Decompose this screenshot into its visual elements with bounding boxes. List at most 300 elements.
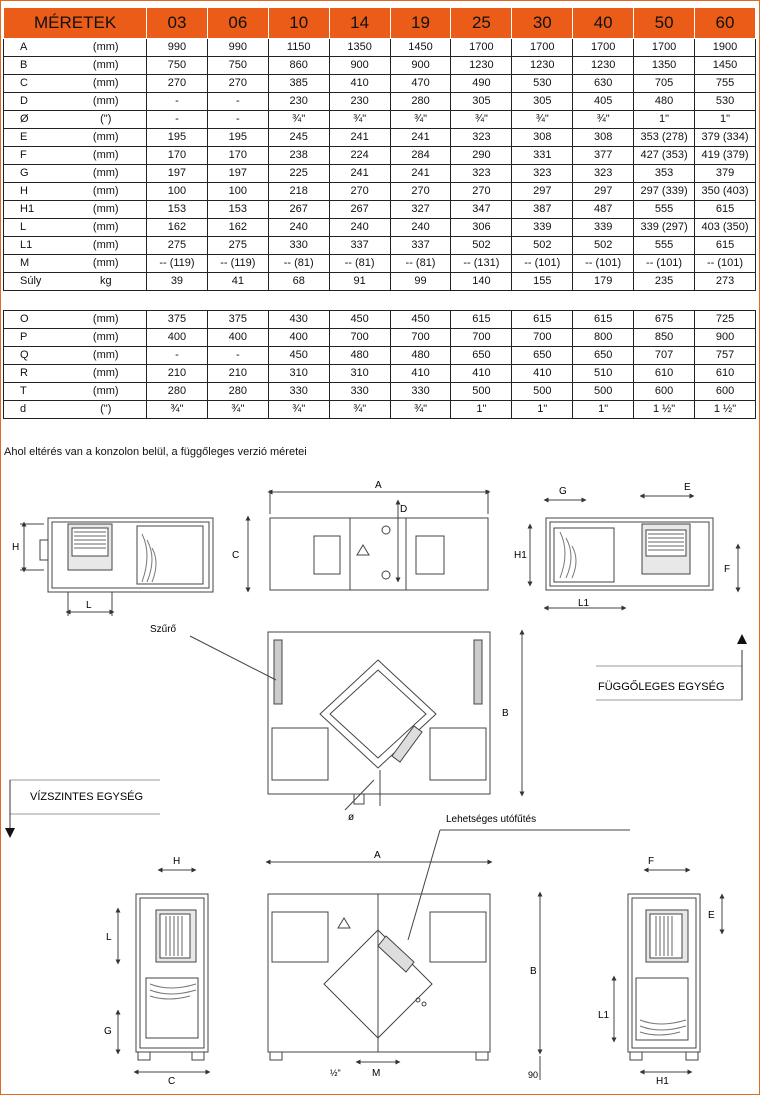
row-label: G [4, 165, 66, 183]
table-cell: 197 [207, 165, 268, 183]
table-cell: 290 [451, 147, 512, 165]
table-row [4, 401, 756, 419]
row-label: L [4, 219, 66, 237]
dim-label-a-bottom: A [374, 850, 381, 861]
row-label: R [4, 365, 66, 383]
table-cell: 480 [329, 347, 390, 365]
dim-label-m: M [372, 1068, 381, 1079]
dim-label-h1-bottom: H1 [656, 1076, 669, 1087]
table-cell: 1450 [695, 57, 756, 75]
table-cell: 757 [695, 347, 756, 365]
dim-label-g: G [559, 486, 567, 497]
row-unit: (mm) [66, 201, 147, 219]
table-cell: 610 [695, 365, 756, 383]
table-cell: 240 [390, 219, 451, 237]
table-row [4, 165, 756, 183]
dim-label-l-bottom: L [106, 932, 112, 943]
table-cell: 800 [573, 329, 634, 347]
table-cell: 1150 [268, 39, 329, 57]
table-cell: 400 [147, 329, 208, 347]
table-cell: 297 (339) [634, 183, 695, 201]
size-header: 10 [268, 8, 329, 39]
table-cell: 650 [512, 347, 573, 365]
row-label: P [4, 329, 66, 347]
table-cell: 1" [695, 111, 756, 129]
table-cell: 197 [147, 165, 208, 183]
table-cell: 650 [451, 347, 512, 365]
table-cell: 1350 [329, 39, 390, 57]
table-cell: 267 [329, 201, 390, 219]
table-cell: 323 [451, 165, 512, 183]
horizontal-unit-box [5, 780, 160, 838]
table-cell: 297 [512, 183, 573, 201]
table-cell: 241 [390, 129, 451, 147]
table-row [4, 75, 756, 93]
table-cell: 555 [634, 237, 695, 255]
table-row [4, 273, 756, 291]
table-row [4, 147, 756, 165]
table-cell: 600 [634, 383, 695, 401]
table-cell: 502 [451, 237, 512, 255]
table-cell: 337 [329, 237, 390, 255]
table-cell: 195 [207, 129, 268, 147]
size-header: 03 [147, 8, 208, 39]
table-cell: 600 [695, 383, 756, 401]
table-cell: - [147, 111, 208, 129]
table-cell: 210 [207, 365, 268, 383]
row-unit: (mm) [66, 93, 147, 111]
table-cell: 305 [512, 93, 573, 111]
table-cell: 860 [268, 57, 329, 75]
row-unit: (") [66, 111, 147, 129]
dim-label-l: L [86, 600, 92, 611]
table-cell: 91 [329, 273, 390, 291]
table-cell: ¾" [207, 401, 268, 419]
table-cell: ¾" [573, 111, 634, 129]
table-cell: 1450 [390, 39, 451, 57]
table-cell: 330 [268, 237, 329, 255]
table-cell: 241 [329, 165, 390, 183]
table-cell: 430 [268, 311, 329, 329]
table-cell: ¾" [268, 111, 329, 129]
table-cell: 470 [390, 75, 451, 93]
dim-label-e: E [684, 482, 691, 493]
bottom-left-side-view [118, 870, 208, 1072]
row-unit: (mm) [66, 347, 147, 365]
table-cell: 306 [451, 219, 512, 237]
table-cell: 502 [573, 237, 634, 255]
row-unit: (mm) [66, 129, 147, 147]
table-cell: 410 [390, 365, 451, 383]
table-cell: 270 [451, 183, 512, 201]
table-cell: - [207, 93, 268, 111]
table-cell: 240 [329, 219, 390, 237]
table-cell: 450 [329, 311, 390, 329]
table-header-row [4, 8, 756, 39]
table-cell: 900 [390, 57, 451, 75]
table-cell: 1230 [451, 57, 512, 75]
table-cell: -- (101) [573, 255, 634, 273]
dim-label-l1: L1 [578, 598, 590, 609]
table-row [4, 111, 756, 129]
table-cell: 330 [329, 383, 390, 401]
dim-label-l1-bottom: L1 [598, 1010, 610, 1021]
row-unit: (mm) [66, 237, 147, 255]
table-cell: 700 [451, 329, 512, 347]
table-cell: 140 [451, 273, 512, 291]
row-label: C [4, 75, 66, 93]
dim-label-d: D [400, 504, 408, 515]
table-cell: 284 [390, 147, 451, 165]
row-label: T [4, 383, 66, 401]
size-header: 14 [329, 8, 390, 39]
table-cell: 675 [634, 311, 695, 329]
table-row [4, 365, 756, 383]
table-cell: 900 [329, 57, 390, 75]
table-cell: 419 (379) [695, 147, 756, 165]
table-cell: 755 [695, 75, 756, 93]
table-row [4, 219, 756, 237]
table-cell: 1700 [451, 39, 512, 57]
table-cell: 170 [207, 147, 268, 165]
table-cell: 1 ½" [634, 401, 695, 419]
table-cell: 275 [207, 237, 268, 255]
table-cell: 273 [695, 273, 756, 291]
table-cell: 308 [512, 129, 573, 147]
table-cell: 405 [573, 93, 634, 111]
filter-label: Szűrő [150, 624, 177, 635]
table-cell: 267 [268, 201, 329, 219]
table-row [4, 39, 756, 57]
technical-drawings [0, 462, 760, 1092]
size-header: 06 [207, 8, 268, 39]
table-cell: -- (119) [147, 255, 208, 273]
dim-label-h: H [12, 542, 20, 553]
table-cell: 700 [329, 329, 390, 347]
table-cell: 39 [147, 273, 208, 291]
table-cell: 707 [634, 347, 695, 365]
size-header: 50 [634, 8, 695, 39]
table-cell: 100 [147, 183, 208, 201]
table-cell: 990 [207, 39, 268, 57]
row-label: M [4, 255, 66, 273]
table-cell: 241 [390, 165, 451, 183]
table-cell: 1350 [634, 57, 695, 75]
table-cell: 850 [634, 329, 695, 347]
table-cell: 195 [147, 129, 208, 147]
table-cell: 240 [268, 219, 329, 237]
row-unit: (mm) [66, 255, 147, 273]
table-cell: 230 [268, 93, 329, 111]
horizontal-left-view [20, 518, 213, 616]
table-cell: -- (101) [695, 255, 756, 273]
table-cell: ¾" [329, 111, 390, 129]
table-cell: 480 [390, 347, 451, 365]
table-cell: 339 (297) [634, 219, 695, 237]
table-cell: 179 [573, 273, 634, 291]
horizontal-front-view [248, 490, 488, 590]
horizontal-unit-label: VÍZSZINTES EGYSÉG [30, 791, 144, 803]
table-cell: -- (119) [207, 255, 268, 273]
row-label: Súly [4, 273, 66, 291]
table-cell: 379 [695, 165, 756, 183]
table-cell: 615 [451, 311, 512, 329]
table-cell: 615 [512, 311, 573, 329]
table-cell: 615 [573, 311, 634, 329]
table-cell: 450 [268, 347, 329, 365]
table-cell: 375 [207, 311, 268, 329]
table-cell: 297 [573, 183, 634, 201]
row-unit: (mm) [66, 219, 147, 237]
table-cell: 280 [390, 93, 451, 111]
row-unit: (mm) [66, 311, 147, 329]
table-cell: 305 [451, 93, 512, 111]
reheater-label: Lehetséges utófűtés [446, 814, 537, 825]
table-cell: 377 [573, 147, 634, 165]
table-cell: 350 (403) [695, 183, 756, 201]
dim-label-g-bottom: G [104, 1026, 112, 1037]
table-cell: 500 [451, 383, 512, 401]
table-cell: 400 [268, 329, 329, 347]
table-cell: 375 [147, 311, 208, 329]
table-cell: 490 [451, 75, 512, 93]
table-cell: 450 [390, 311, 451, 329]
row-unit: (") [66, 401, 147, 419]
table-cell: 400 [207, 329, 268, 347]
dim-label-h-bottom: H [173, 856, 181, 867]
row-unit: (mm) [66, 365, 147, 383]
table-cell: 330 [268, 383, 329, 401]
table-row [4, 329, 756, 347]
size-header: 25 [451, 8, 512, 39]
table-cell: 347 [451, 201, 512, 219]
dim-label-a: A [375, 480, 382, 491]
row-label: H [4, 183, 66, 201]
table-row [4, 201, 756, 219]
table-cell: 353 [634, 165, 695, 183]
table-cell: 210 [147, 365, 208, 383]
table-spacer-row [4, 291, 756, 311]
table-cell: 1" [634, 111, 695, 129]
table-cell: 353 (278) [634, 129, 695, 147]
size-header: 40 [573, 8, 634, 39]
row-label: H1 [4, 201, 66, 219]
table-cell: 330 [390, 383, 451, 401]
table-cell: 337 [390, 237, 451, 255]
table-cell: ¾" [147, 401, 208, 419]
table-cell: 310 [268, 365, 329, 383]
table-cell: -- (101) [512, 255, 573, 273]
table-cell: 403 (350) [695, 219, 756, 237]
table-cell: 1" [573, 401, 634, 419]
dim-label-c-bottom: C [168, 1076, 176, 1087]
bottom-front-view [268, 862, 540, 1080]
table-cell: 530 [512, 75, 573, 93]
table-cell: 750 [207, 57, 268, 75]
table-row [4, 311, 756, 329]
table-cell: 1230 [512, 57, 573, 75]
table-cell: 162 [207, 219, 268, 237]
table-cell: 379 (334) [695, 129, 756, 147]
table-cell: 170 [147, 147, 208, 165]
table-cell: 502 [512, 237, 573, 255]
table-row [4, 347, 756, 365]
table-cell: 1" [512, 401, 573, 419]
table-cell: 410 [329, 75, 390, 93]
table-cell: 331 [512, 147, 573, 165]
table-cell: 750 [147, 57, 208, 75]
table-cell: - [147, 347, 208, 365]
row-label: A [4, 39, 66, 57]
row-label: E [4, 129, 66, 147]
table-cell: ¾" [390, 111, 451, 129]
table-cell: 225 [268, 165, 329, 183]
table-cell: 162 [147, 219, 208, 237]
dim-label-90: 90 [528, 1070, 539, 1080]
table-cell: 900 [695, 329, 756, 347]
row-unit: (mm) [66, 183, 147, 201]
table-cell: 650 [573, 347, 634, 365]
table-cell: 1700 [634, 39, 695, 57]
table-cell: 555 [634, 201, 695, 219]
table-cell: 327 [390, 201, 451, 219]
table-cell: 323 [451, 129, 512, 147]
row-label: O [4, 311, 66, 329]
table-cell: - [207, 347, 268, 365]
table-row [4, 237, 756, 255]
table-cell: 1900 [695, 39, 756, 57]
table-cell: 245 [268, 129, 329, 147]
row-unit: kg [66, 273, 147, 291]
table-cell: 610 [634, 365, 695, 383]
dim-label-h1: H1 [514, 550, 527, 561]
table-cell: 270 [207, 75, 268, 93]
table-cell: 1230 [573, 57, 634, 75]
table-cell: 100 [207, 183, 268, 201]
row-label: Ø [4, 111, 66, 129]
dim-label-half-inch: ½" [330, 1068, 341, 1078]
table-cell: -- (101) [634, 255, 695, 273]
dim-label-f: F [724, 564, 731, 575]
table-row [4, 183, 756, 201]
table-cell: 99 [390, 273, 451, 291]
row-label: B [4, 57, 66, 75]
table-cell: 700 [390, 329, 451, 347]
table-cell: ¾" [390, 401, 451, 419]
table-cell: 155 [512, 273, 573, 291]
table-cell: 241 [329, 129, 390, 147]
table-cell: ¾" [512, 111, 573, 129]
table-cell: 270 [147, 75, 208, 93]
table-cell: 487 [573, 201, 634, 219]
size-header: 60 [695, 8, 756, 39]
table-cell: 153 [207, 201, 268, 219]
table-cell: 310 [329, 365, 390, 383]
vertical-unit-label: FÜGGŐLEGES EGYSÉG [598, 681, 725, 693]
table-cell: 41 [207, 273, 268, 291]
table-cell: 339 [573, 219, 634, 237]
table-cell: 410 [512, 365, 573, 383]
row-unit: (mm) [66, 39, 147, 57]
row-unit: (mm) [66, 383, 147, 401]
dimensions-table [3, 7, 756, 419]
row-label: L1 [4, 237, 66, 255]
size-header: 19 [390, 8, 451, 39]
table-cell: ¾" [268, 401, 329, 419]
table-cell: 725 [695, 311, 756, 329]
table-cell: 218 [268, 183, 329, 201]
table-cell: ¾" [329, 401, 390, 419]
table-cell: 275 [147, 237, 208, 255]
vertical-side-view-top [530, 496, 738, 608]
table-cell: 308 [573, 129, 634, 147]
table-cell: 238 [268, 147, 329, 165]
table-cell: 615 [695, 201, 756, 219]
table-cell: -- (81) [268, 255, 329, 273]
row-label: Q [4, 347, 66, 365]
table-row [4, 129, 756, 147]
size-header: 30 [512, 8, 573, 39]
table-cell: 1" [451, 401, 512, 419]
row-label: D [4, 93, 66, 111]
table-cell: 990 [147, 39, 208, 57]
table-cell: 68 [268, 273, 329, 291]
row-label: F [4, 147, 66, 165]
version-note: Ahol eltérés van a konzolon belül, a függőleges verzió méretei [4, 446, 307, 458]
table-cell: 530 [695, 93, 756, 111]
table-cell: 705 [634, 75, 695, 93]
table-row [4, 383, 756, 401]
table-cell: 235 [634, 273, 695, 291]
table-cell: - [147, 93, 208, 111]
table-title: MÉRETEK [4, 8, 147, 39]
table-cell: 500 [512, 383, 573, 401]
dim-label-phi: ø [348, 812, 355, 823]
table-cell: 410 [451, 365, 512, 383]
table-cell: - [207, 111, 268, 129]
table-cell: 385 [268, 75, 329, 93]
table-cell: 339 [512, 219, 573, 237]
table-row [4, 57, 756, 75]
table-cell: 270 [329, 183, 390, 201]
row-unit: (mm) [66, 329, 147, 347]
table-cell: 500 [573, 383, 634, 401]
row-unit: (mm) [66, 147, 147, 165]
row-unit: (mm) [66, 75, 147, 93]
table-cell: ¾" [451, 111, 512, 129]
table-cell: 270 [390, 183, 451, 201]
plan-view [190, 632, 522, 810]
table-cell: -- (81) [390, 255, 451, 273]
table-cell: 230 [329, 93, 390, 111]
table-cell: 323 [573, 165, 634, 183]
table-cell: 323 [512, 165, 573, 183]
table-cell: 387 [512, 201, 573, 219]
bottom-right-side-view [614, 870, 722, 1072]
table-cell: 1700 [573, 39, 634, 57]
table-cell: -- (81) [329, 255, 390, 273]
row-unit: (mm) [66, 165, 147, 183]
table-cell: 280 [207, 383, 268, 401]
table-cell: 700 [512, 329, 573, 347]
row-unit: (mm) [66, 57, 147, 75]
dim-label-e-bottom: E [708, 910, 715, 921]
table-row [4, 93, 756, 111]
dim-label-b-bottom: B [530, 966, 537, 977]
table-cell: 427 (353) [634, 147, 695, 165]
table-cell: 280 [147, 383, 208, 401]
table-cell: 630 [573, 75, 634, 93]
